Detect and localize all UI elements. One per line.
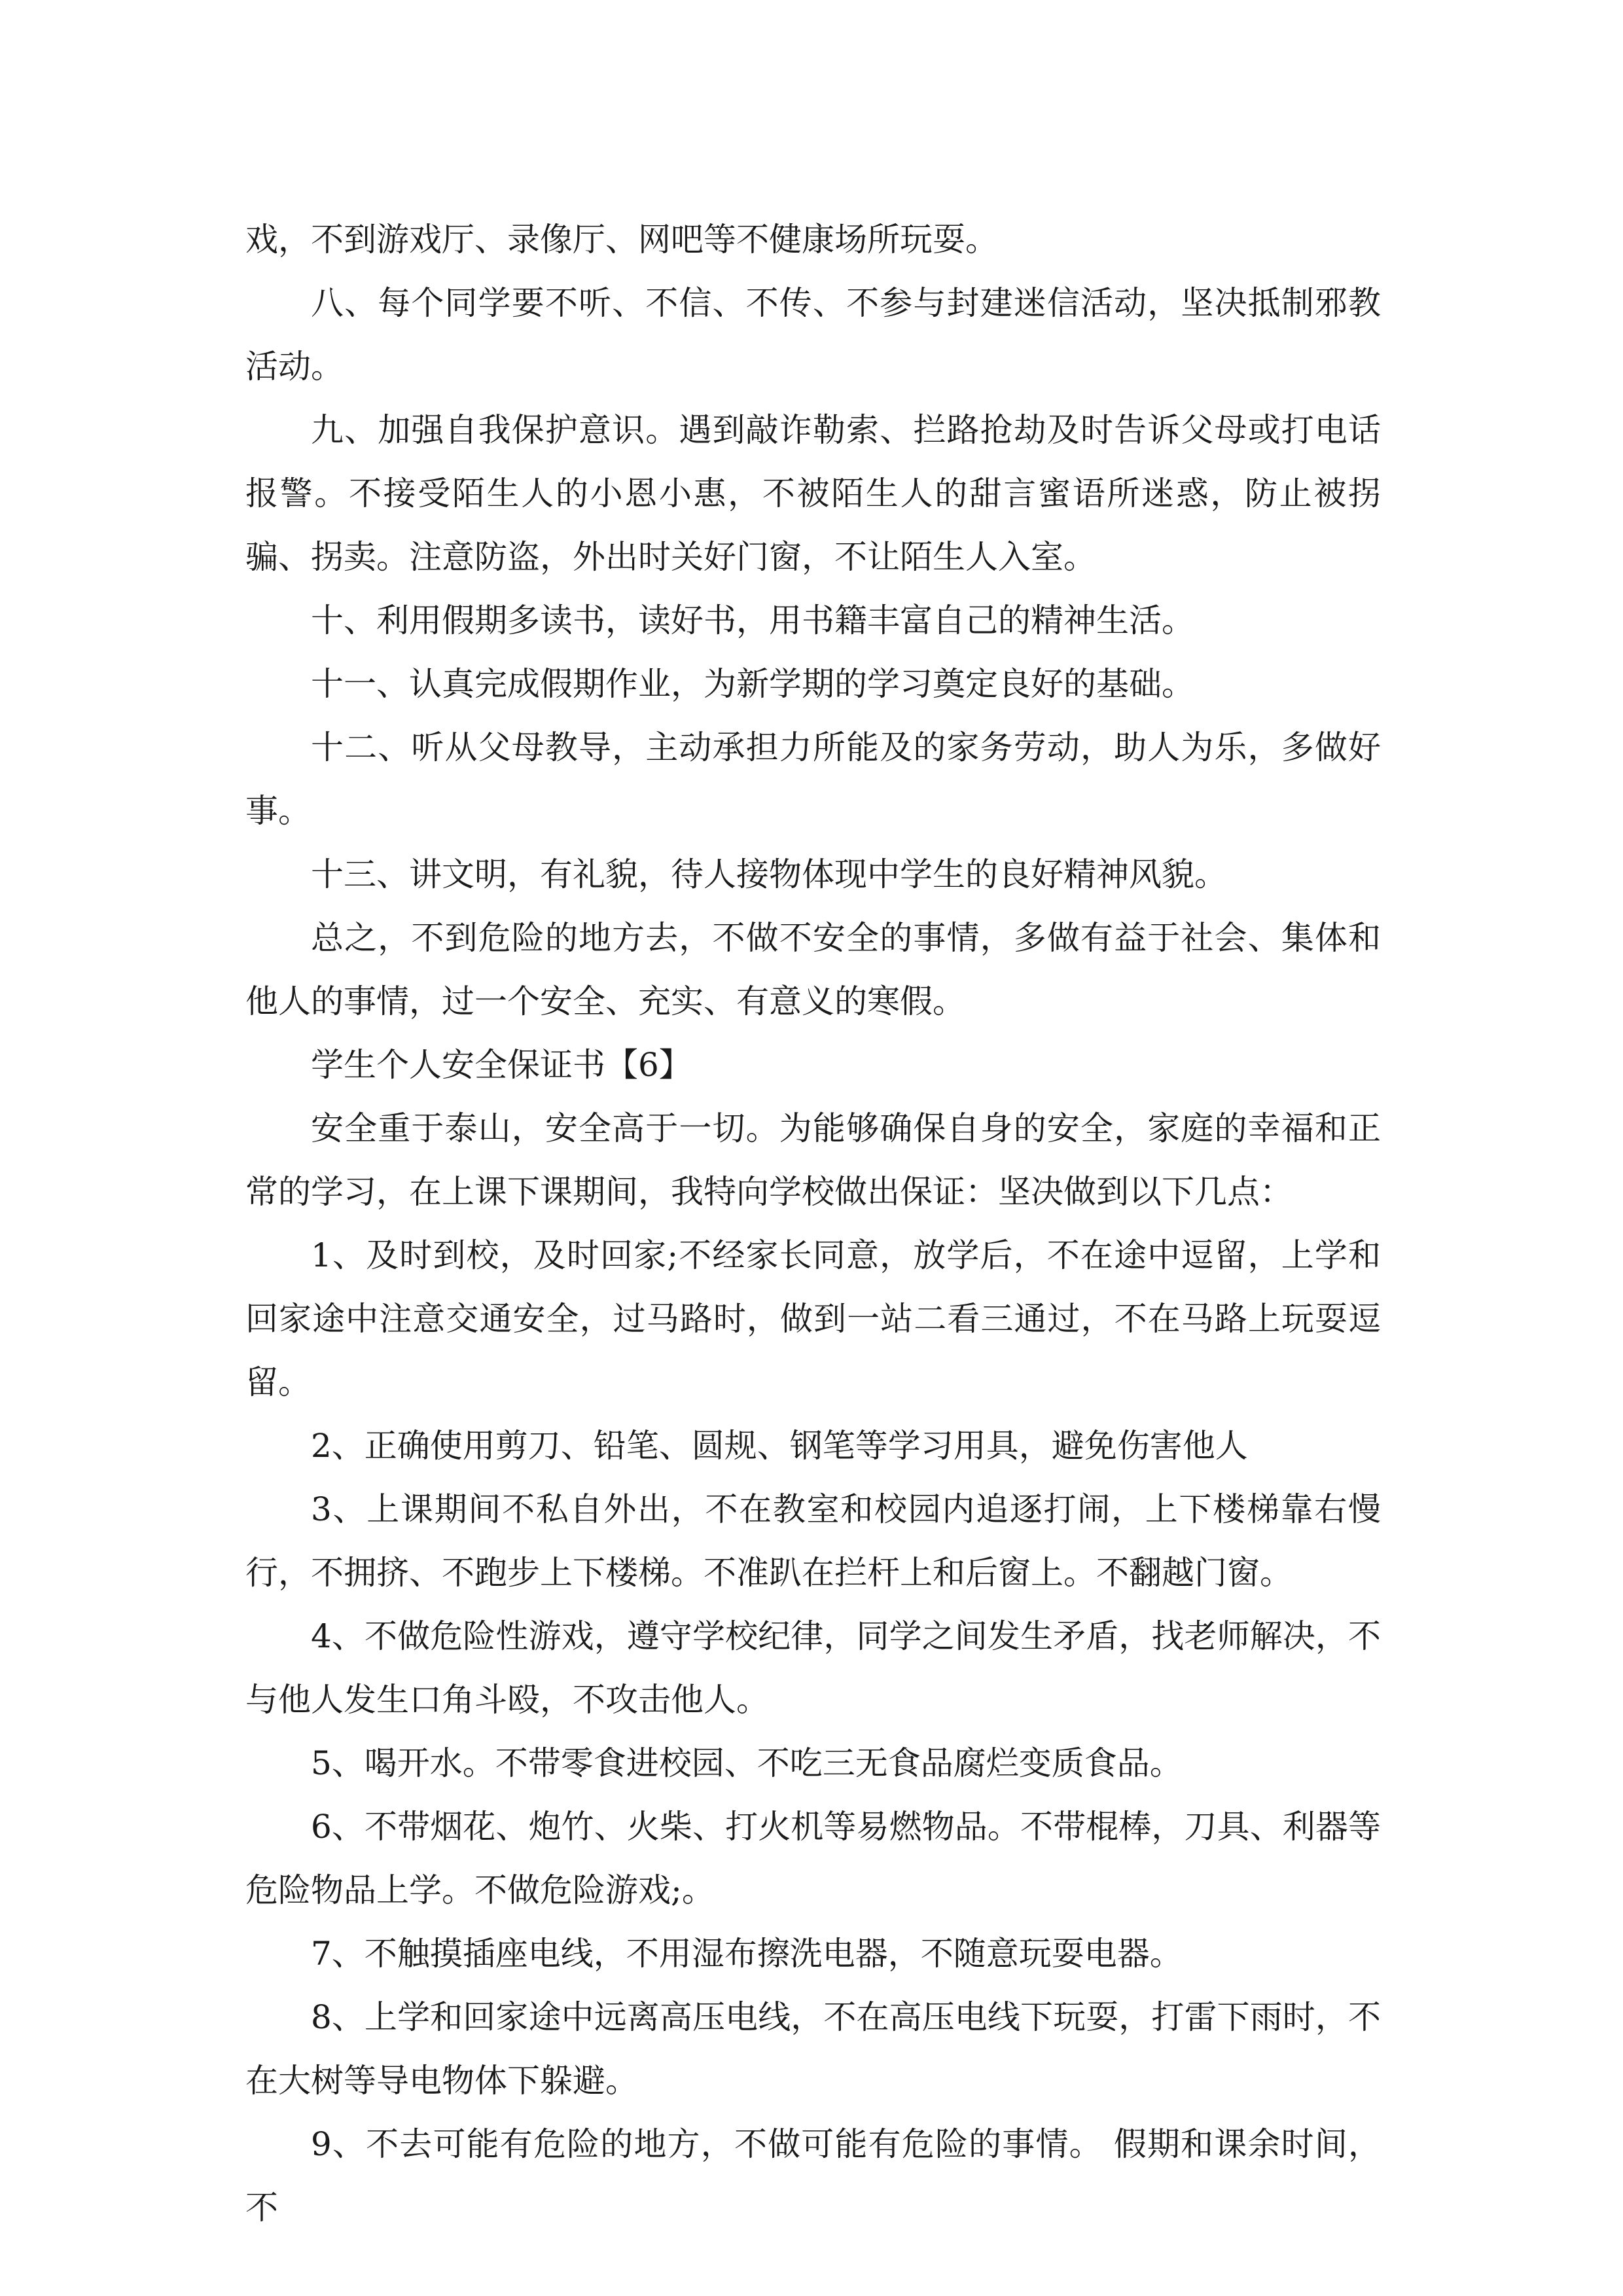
paragraph: 戏，不到游戏厅、录像厅、网吧等不健康场所玩耍。 (245, 221, 998, 259)
paragraph: 3、上课期间不私自外出，不在教室和校园内追逐打闹，上下楼梯靠右慢行，不拥挤、不跑步上下楼梯。不准趴在拦杆上和后窗上。不翻越门窗。 (245, 1490, 1381, 1592)
paragraph: 2、正确使用剪刀、铅笔、圆规、钢笔等学习用具，避免伤害他人 (311, 1427, 1248, 1465)
paragraph: 十二、听从父母教导，主动承担力所能及的家务劳动，助人为乐，多做好事。 (245, 728, 1381, 830)
paragraph: 十、利用假期多读书，读好书，用书籍丰富自己的精神生活。 (311, 601, 1194, 639)
paragraph: 9、不去可能有危险的地方，不做可能有危险的事情。 假期和课余时间，不 (245, 2125, 1381, 2227)
paragraph: 4、不做危险性游戏，遵守学校纪律，同学之间发生矛盾，找老师解决，不与他人发生口角斗殴，不攻击他人。 (245, 1617, 1381, 1719)
paragraph: 8、上学和回家途中远离高压电线，不在高压电线下玩耍，打雷下雨时，不在大树等导电物体下躲避。 (245, 1998, 1381, 2100)
paragraph: 7、不触摸插座电线，不用湿布擦洗电器，不随意玩耍电器。 (311, 1935, 1183, 1973)
paragraph: 十一、认真完成假期作业，为新学期的学习奠定良好的基础。 (311, 665, 1194, 703)
paragraph: 八、每个同学要不听、不信、不传、不参与封建迷信活动，坚决抵制邪教活动。 (245, 284, 1381, 386)
paragraph: 1、及时到校，及时回家;不经家长同意，放学后，不在途中逗留，上学和回家途中注意交通安全，过马路时，做到一站二看三通过，不在马路上玩耍逗留。 (245, 1236, 1381, 1401)
paragraph: 总之，不到危险的地方去，不做不安全的事情，多做有益于社会、集体和他人的事情，过一个安全、充实、有意义的寒假。 (245, 919, 1381, 1020)
document-body (245, 208, 1381, 2240)
paragraph: 十三、讲文明，有礼貌，待人接物体现中学生的良好精神风貌。 (311, 855, 1227, 893)
paragraph: 安全重于泰山，安全高于一切。为能够确保自身的安全，家庭的幸福和正常的学习，在上课下课期间，我特向学校做出保证：坚决做到以下几点： (245, 1109, 1381, 1211)
paragraph: 九、加强自我保护意识。遇到敲诈勒索、拦路抢劫及时告诉父母或打电话报警。不接受陌生人的小恩小惠，不被陌生人的甜言蜜语所迷惑，防止被拐骗、拐卖。注意防盗，外出时关好门窗，不让陌生人入室。 (245, 411, 1381, 576)
paragraph: 5、喝开水。不带零食进校园、不吃三无食品腐烂变质食品。 (311, 1744, 1183, 1782)
paragraph: 6、不带烟花、炮竹、火柴、打火机等易燃物品。不带棍棒，刀具、利器等危险物品上学。不做危险游戏;。 (245, 1808, 1381, 1909)
section-heading: 学生个人安全保证书【6】 (311, 1046, 692, 1084)
